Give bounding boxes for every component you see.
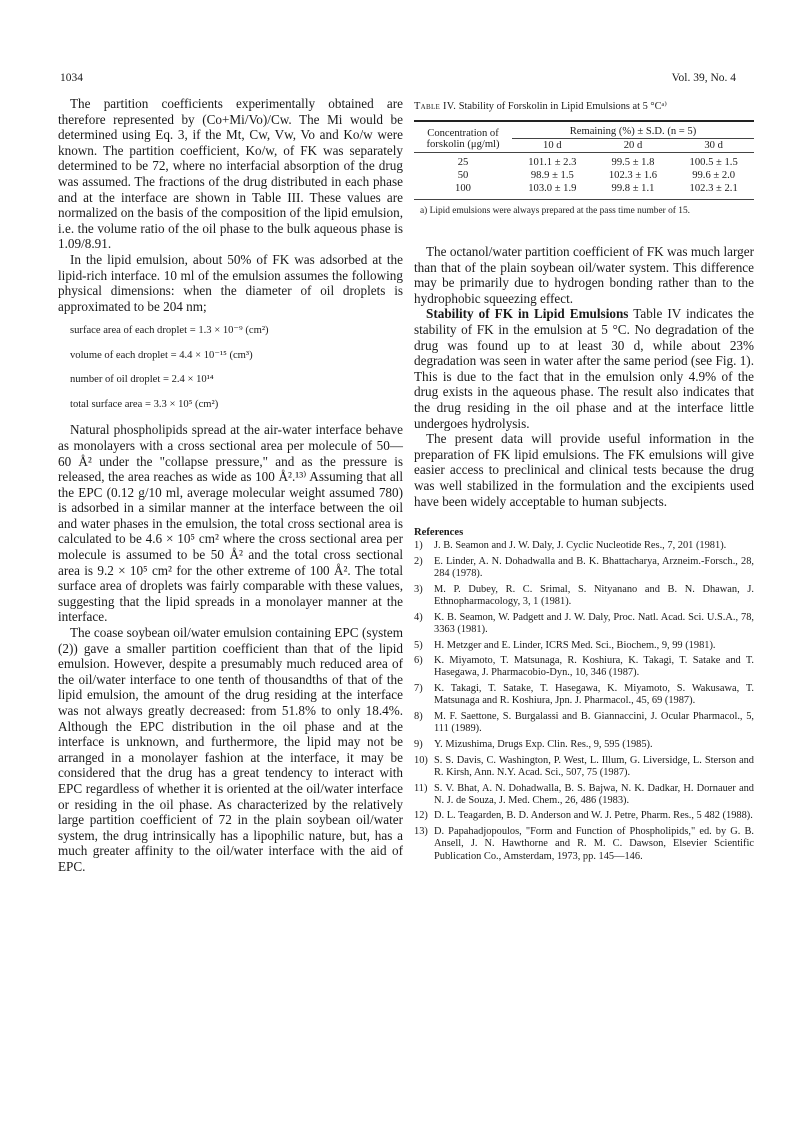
reference-item [414, 655, 754, 679]
reference-text: J. B. Seamon and J. W. Daly, J. Cyclic Nucleotide Res., 7, 201 (1981). [434, 540, 727, 552]
table-cell: 102.3 ± 1.6 [608, 170, 658, 181]
reference-item [414, 783, 754, 807]
paragraph: Natural phospholipids spread at the air-water interface behave as monolayers with a cross sectional area per molecule of 50—60 Å² under the "collapse pressure," and as the pressure is released, the area reaches as wide as 100 Å².¹³⁾ Assuming that all the EPC (0.12 g/10 ml, average molecular weight assumed 780) is adsorbed in a similar manner at the interface between the oil and water phases in the emulsion, the total cross sectional area is calculated to be 4.6 × 10⁵ cm² where the cross sectional area per molecule is assumed to be 50 Å² and the total cross sectional area is 9.2 × 10⁵ cm² for the other extreme of 100 Å². The total surface area of droplets was fairly comparable with these values, suggesting that the lipid spreads in a monolayer manner at the interface. [58, 422, 403, 625]
left-column [58, 96, 403, 875]
table-cell: 99.6 ± 2.0 [692, 170, 736, 181]
reference-number: 8) [414, 711, 423, 723]
page-number: 1034 [60, 72, 83, 84]
table-group-header: Remaining (%) ± S.D. (n = 5) [569, 126, 697, 137]
right-column [414, 96, 754, 866]
section-heading: Stability of FK in Lipid Emulsions [426, 306, 629, 322]
table-sub-header: 10 d [543, 140, 562, 151]
stability-table [414, 120, 754, 200]
reference-item [414, 584, 754, 608]
reference-number: 2) [414, 555, 423, 567]
reference-item [414, 540, 754, 552]
table-sub-header: 20 d [623, 140, 643, 151]
paragraph: The octanol/water partition coefficient of FK was much larger than that of the plain soybean oil/water system. This difference may be primarily due to hydrogen bonding rather than to the hydrophobic squeezing effect. [414, 244, 754, 306]
calculation-list [70, 324, 403, 411]
reference-text: K. Miyamoto, T. Matsunaga, R. Koshiura, K. Takagi, T. Satake and T. Hasegawa, J. Pharmacobio-Dyn., 10, 346 (1987). [434, 655, 754, 679]
table-label: Table IV. [414, 101, 457, 112]
reference-number: 11) [414, 782, 428, 794]
paragraph-text: Table IV indicates the stability of FK in the emulsion at 5 °C. No degradation of the drug was found up to at least 30 d, while about 23% degradation was seen in water after the same period (see Fig. 1). This is due to the fact that in the emulsion only 4.9% of the drug exists in the aqueous phase. The result also indicates that the drug residing in the oil phase and at the interface little undergoes hydrolysis. [414, 306, 754, 431]
reference-item [414, 556, 754, 580]
table-cell: 25 [457, 157, 469, 168]
table-cell: 98.9 ± 1.5 [530, 170, 574, 181]
volume-label: Vol. 39, No. 4 [671, 72, 736, 84]
table-sub-header: 30 d [704, 140, 723, 151]
reference-text: M. F. Saettone, S. Burgalassi and B. Giannaccini, J. Ocular Pharmacol., 5, 111 (1989). [434, 711, 754, 735]
reference-text: H. Metzger and E. Linder, ICRS Med. Sci., Biochem., 9, 99 (1981). [434, 639, 716, 651]
table-row [414, 182, 754, 200]
reference-number: 3) [414, 583, 423, 595]
calc-line: volume of each droplet = 4.4 × 10⁻¹⁵ (cm³) [70, 349, 253, 361]
table-cell: 50 [457, 170, 469, 181]
table-cell: 99.5 ± 1.8 [611, 157, 655, 168]
reference-text: S. V. Bhat, A. N. Dohadwalla, B. S. Bajwa, N. K. Dadkar, H. Dornauer and N. J. de Souza, J. Med. Chem., 26, 486 (1983). [434, 782, 754, 806]
reference-list [414, 540, 754, 863]
table-cell: 102.3 ± 2.1 [689, 183, 738, 194]
reference-number: 6) [414, 655, 423, 667]
reference-item [414, 739, 754, 751]
table-title: Stability of Forskolin in Lipid Emulsions at 5 °Cᵃ⁾ [458, 101, 667, 112]
reference-number: 12) [414, 810, 428, 822]
reference-item [414, 640, 754, 652]
reference-text: S. S. Davis, C. Washington, P. West, L. Illum, G. Liversidge, L. Sterson and R. Kirsh, Ann. N.Y. Acad. Sci., 507, 75 (1987). [434, 754, 754, 778]
reference-number: 4) [414, 611, 423, 623]
table-footnote: a) Lipid emulsions were always prepared at the pass time number of 15. [420, 206, 690, 216]
references-heading: References [414, 527, 464, 539]
calc-line: surface area of each droplet = 1.3 × 10⁻⁹ (cm²) [70, 325, 269, 337]
reference-text: K. Takagi, T. Satake, T. Hasegawa, K. Miyamoto, S. Wakusawa, T. Matsunaga and R. Koshiura, Jpn. J. Pharmacol., 45, 69 (1987). [434, 683, 754, 707]
reference-text: Y. Mizushima, Drugs Exp. Clin. Res., 9, 595 (1985). [434, 738, 653, 750]
calc-line: number of oil droplet = 2.4 × 10¹⁴ [70, 374, 214, 386]
paragraph [414, 306, 754, 431]
paragraph: In the lipid emulsion, about 50% of FK was adsorbed at the lipid-rich interface. 10 ml of the emulsion assumes the following physical dimensions: when the diameter of oil droplets is approximated to be 204 nm; [58, 251, 403, 314]
reference-item [414, 683, 754, 707]
table-cell: 100.5 ± 1.5 [689, 157, 738, 168]
reference-number: 9) [414, 738, 423, 750]
reference-text: D. L. Teagarden, B. D. Anderson and W. J. Petre, Pharm. Res., 5 482 (1988). [434, 810, 753, 822]
table-cell: 100 [455, 183, 471, 194]
reference-number: 13) [414, 826, 428, 838]
paragraph: The coase soybean oil/water emulsion containing EPC (system (2)) gave a smaller partition coefficient than that of the lipid emulsion. However, despite a presumably much reduced area of the oil/water interface to one tenth of thousandths of that of the lipid emulsion, the amount of the drug residing at the interface was not always greatly decreased: from 51.8% to only 18.4%. Although the EPC distribution in the oil phase and at the interface is unknown, and furthermore, the lipid may not be arranged in a monolayer fashion at the interface, it may be considered that the drug has a great tendency to interact with EPC regardless of whether it is oriented at the oil/water interface or residing in the oil phase. As characterized by the relatively large partition coefficient of 72 in the plain soybean oil/water system, the drug intrinsically has a lipophilic nature, but, has a much greater affinity to the oil/water interface with the aid of EPC. [58, 625, 403, 874]
paragraph: The partition coefficients experimentally obtained are therefore represented by (Co+Mi/Vo)/Cw. The Mi would be determined using Eq. 3, if the Mt, Cw, Vw, Vo and Ko/w were known. The partition coefficient, Ko/w, of FK was separately determined to be 72, where no interfacial absorption of the drug was assumed. The fractions of the drug distributed in each phase and at the interface are shown in Table III. These values are normalized on the basis of the composition of the lipid emulsion, i.e. the volume ratio of the oil phase to the bulk aqueous phase is 1.09/8.91. [58, 96, 403, 252]
reference-text: K. B. Seamon, W. Padgett and J. W. Daly, Proc. Natl. Acad. Sci. U.S.A., 78, 3363 (1981). [434, 611, 754, 635]
reference-item [414, 810, 754, 822]
reference-number: 5) [414, 639, 423, 651]
table-cell: 103.0 ± 1.9 [528, 183, 577, 194]
reference-item [414, 711, 754, 735]
table-row [414, 153, 754, 170]
table-cell: 99.8 ± 1.1 [611, 183, 655, 194]
reference-item [414, 755, 754, 779]
calc-line: total surface area = 3.3 × 10⁵ (cm²) [70, 398, 219, 410]
table-row [414, 169, 754, 182]
reference-item [414, 612, 754, 636]
table-caption [414, 100, 754, 112]
reference-number: 1) [414, 540, 423, 552]
reference-text: D. Papahadjopoulos, "Form and Function of Phospholipids," ed. by G. B. Ansell, J. N. Hawthorne and R. M. C. Dawson, Elsevier Scientific Publication Co., Amsterdam, 1973, pp. 145—146. [434, 826, 754, 862]
table-cell: 101.1 ± 2.3 [528, 157, 577, 168]
reference-number: 7) [414, 683, 423, 695]
reference-text: E. Linder, A. N. Dohadwalla and B. K. Bhattacharya, Arzneim.-Forsch., 28, 284 (1978). [434, 555, 754, 579]
paragraph: The present data will provide useful information in the preparation of FK lipid emulsions. The FK emulsions will give easier access to preclinical and clinical tests because the drug was well stabilized in the formulation and the excipients used have been widely acceptable to human subjects. [414, 431, 754, 509]
table-col-header: Concentration of forskolin (μg/ml) [414, 121, 512, 153]
reference-item [414, 826, 754, 863]
reference-number: 10) [414, 754, 428, 766]
reference-text: M. P. Dubey, R. C. Srimal, S. Nityanano and B. N. Dhawan, J. Ethnopharmacology, 3, 1 (1981). [434, 583, 754, 607]
